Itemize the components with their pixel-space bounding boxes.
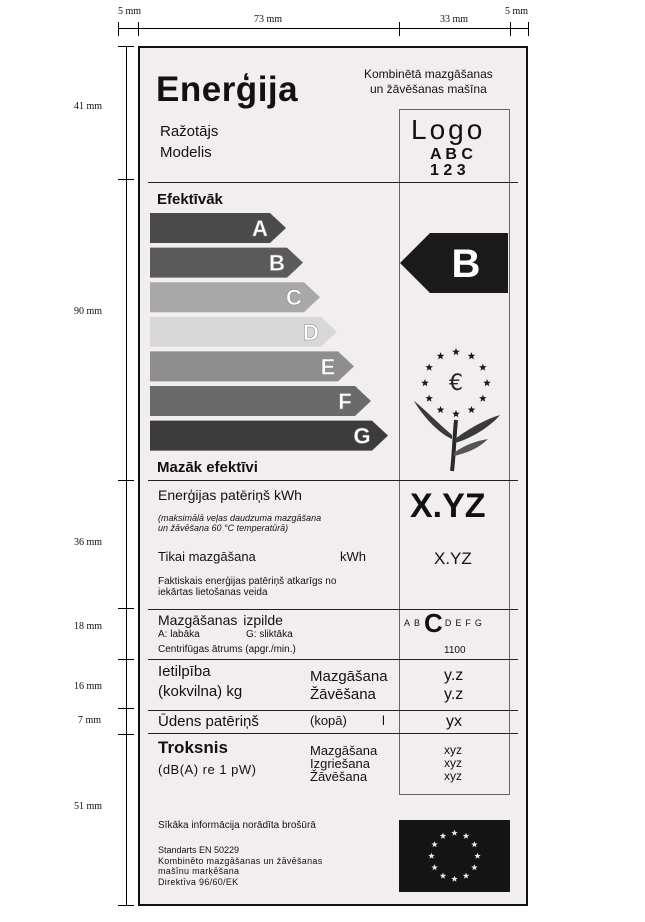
- washing-class-letter: F: [465, 618, 471, 628]
- dim-top-right: 5 mm: [505, 6, 529, 17]
- water-consumption-value: yx: [446, 713, 462, 730]
- model-code-numbers: 1 2 3: [430, 162, 466, 179]
- water-consumption-label: Ūdens patēriņš: [158, 713, 259, 730]
- dim-tick: [118, 46, 134, 47]
- capacity-label-line1: Ietilpība: [158, 663, 211, 680]
- selected-class-arrow: [400, 233, 508, 293]
- appliance-type-line1: Kombinētā mazgāšanas: [364, 67, 493, 81]
- dim-tick: [399, 22, 400, 36]
- capacity-wash-value: y.z: [444, 667, 464, 684]
- spin-speed-value: 1100: [444, 645, 466, 656]
- energy-consumption-label: Enerģijas patēriņš kWh: [158, 487, 302, 503]
- separator: [148, 480, 518, 481]
- flower-star-icon: [483, 379, 491, 386]
- flower-stem: [452, 420, 456, 471]
- capacity-dry-label: Žāvēšana: [310, 686, 376, 703]
- dim-top-main: 73 mm: [254, 14, 283, 25]
- noise-row-wash: Mazgāšana: [310, 743, 378, 758]
- washing-class-letter: E: [455, 618, 462, 628]
- dim-tick: [118, 179, 134, 180]
- side-dimension-line: [126, 46, 127, 906]
- directive-ref: Direktīva 96/60/EK: [158, 877, 239, 887]
- efficiency-bar-label-e: E: [320, 354, 336, 380]
- dim-tick: [118, 659, 134, 660]
- spin-speed-label: Centrifūgas ātrums (apgr./min.): [158, 644, 296, 655]
- logo-placeholder: Logo: [411, 114, 486, 145]
- noise-value-spin: xyz: [444, 756, 462, 770]
- efficiency-bar-label-a: A: [252, 216, 268, 241]
- selected-class-letter: B: [451, 242, 481, 286]
- efficiency-scale: [150, 205, 410, 460]
- more-efficient-label: Efektīvāk: [157, 191, 223, 208]
- dim-tick: [138, 22, 139, 36]
- dim-tick: [118, 22, 119, 36]
- wash-only-value: X.YZ: [434, 549, 472, 568]
- flower-star-icon: [468, 406, 476, 413]
- standard-ref: Standarts EN 50229: [158, 845, 240, 855]
- brochure-info: Sīkāka informācija norādīta brošūrā: [158, 820, 316, 831]
- washing-class-scale: [404, 607, 508, 638]
- noise-label: Troksnis: [158, 738, 228, 757]
- top-dimension-line: [118, 28, 528, 29]
- washing-scale-worst: G: sliktāka: [246, 629, 293, 640]
- flower-star-icon: [452, 348, 460, 355]
- flower-star-icon: [425, 364, 433, 371]
- eu-flag-icon: [399, 820, 510, 892]
- energy-usage-note-2: iekārtas lietošanas veida: [158, 587, 268, 598]
- efficiency-bar-g: [150, 421, 388, 451]
- water-total-label: (kopā): [310, 713, 347, 728]
- euro-symbol-icon: €: [449, 371, 463, 396]
- energy-consumption-note-1: (maksimālā veļas daudzuma mazgāšana: [158, 513, 322, 523]
- separator: [148, 182, 518, 183]
- washing-scale-best: A: labāka: [158, 629, 200, 640]
- washing-class-letter: D: [444, 618, 452, 628]
- dim-side-water: 7 mm: [78, 715, 102, 726]
- flower-star-icon: [437, 352, 445, 359]
- flower-star-icon: [479, 364, 487, 371]
- energy-consumption-value: X.YZ: [410, 487, 486, 525]
- washing-class-letter: B: [414, 618, 421, 628]
- eu-ecolabel-flower-icon: [408, 335, 504, 475]
- separator: [148, 659, 518, 660]
- wash-only-unit: kWh: [340, 549, 366, 564]
- capacity-dry-value: y.z: [444, 686, 464, 703]
- capacity-label-line2: (kokvilna) kg: [158, 683, 243, 700]
- flower-star-icon: [437, 406, 445, 413]
- dim-tick: [118, 608, 134, 609]
- efficiency-bar-label-c: C: [286, 285, 302, 311]
- efficiency-bar-label-d: D: [303, 319, 319, 345]
- flower-star-icon: [421, 379, 429, 386]
- noise-unit: (dB(A) re 1 pW): [158, 762, 257, 777]
- less-efficient-label: Mazāk efektīvi: [157, 459, 258, 476]
- dim-side-capacity: 16 mm: [74, 681, 103, 692]
- water-unit: l: [382, 713, 385, 728]
- label-title: Enerģija: [156, 70, 299, 109]
- manufacturer-label: Ražotājs: [160, 123, 219, 140]
- flower-leaf-right: [455, 415, 500, 443]
- efficiency-bar-label-g: G: [353, 423, 371, 449]
- dim-side-footer: 51 mm: [74, 801, 103, 812]
- noise-value-wash: xyz: [444, 743, 462, 757]
- wash-only-label: Tikai mazgāšana: [158, 549, 256, 564]
- dim-tick: [118, 708, 134, 709]
- separator: [148, 710, 518, 711]
- efficiency-bar-label-b: B: [269, 250, 285, 276]
- flower-star-icon: [452, 410, 460, 417]
- washing-performance-label: Mazgāšanas izpilde: [158, 612, 283, 628]
- flower-star-icon: [425, 395, 433, 402]
- dim-tick: [510, 22, 511, 36]
- efficiency-bar-label-f: F: [338, 389, 352, 414]
- flower-star-icon: [479, 395, 487, 402]
- appliance-type-line2: un žāvēšanas mašīna: [370, 82, 487, 96]
- dim-side-energy: 36 mm: [74, 537, 103, 548]
- noise-value-dry: xyz: [444, 769, 462, 783]
- noise-row-dry: Žāvēšana: [310, 769, 368, 784]
- energy-usage-note-1: Faktiskais enerģijas patēriņš atkarīgs no: [158, 576, 337, 587]
- footer-desc-2: mašīnu marķēšana: [158, 866, 240, 876]
- washing-class-letter: G: [474, 618, 482, 628]
- flower-star-icon: [468, 352, 476, 359]
- washing-class-selected: C: [424, 607, 443, 638]
- washing-class-letter: A: [404, 618, 411, 628]
- model-code-letters: A B C: [430, 146, 473, 163]
- capacity-wash-label: Mazgāšana: [310, 668, 388, 685]
- energy-consumption-note-2: un žāvēšana 60 °C temperatūrā): [158, 523, 289, 533]
- model-label: Modelis: [160, 144, 212, 161]
- dim-top-col: 33 mm: [440, 14, 469, 25]
- noise-row-spin: Izgriešana: [310, 756, 370, 771]
- dim-side-header: 41 mm: [74, 101, 103, 112]
- dim-tick: [118, 905, 134, 906]
- dim-top-left: 5 mm: [118, 6, 142, 17]
- dim-tick: [118, 480, 134, 481]
- dim-tick: [118, 734, 134, 735]
- flower-leaf-left: [414, 401, 452, 439]
- footer-desc-1: Kombinēto mazgāšanas un žāvēšanas: [158, 856, 323, 866]
- dim-tick: [528, 22, 529, 36]
- separator: [148, 733, 518, 734]
- dim-side-scale: 90 mm: [74, 306, 103, 317]
- dim-side-washing: 18 mm: [74, 621, 103, 632]
